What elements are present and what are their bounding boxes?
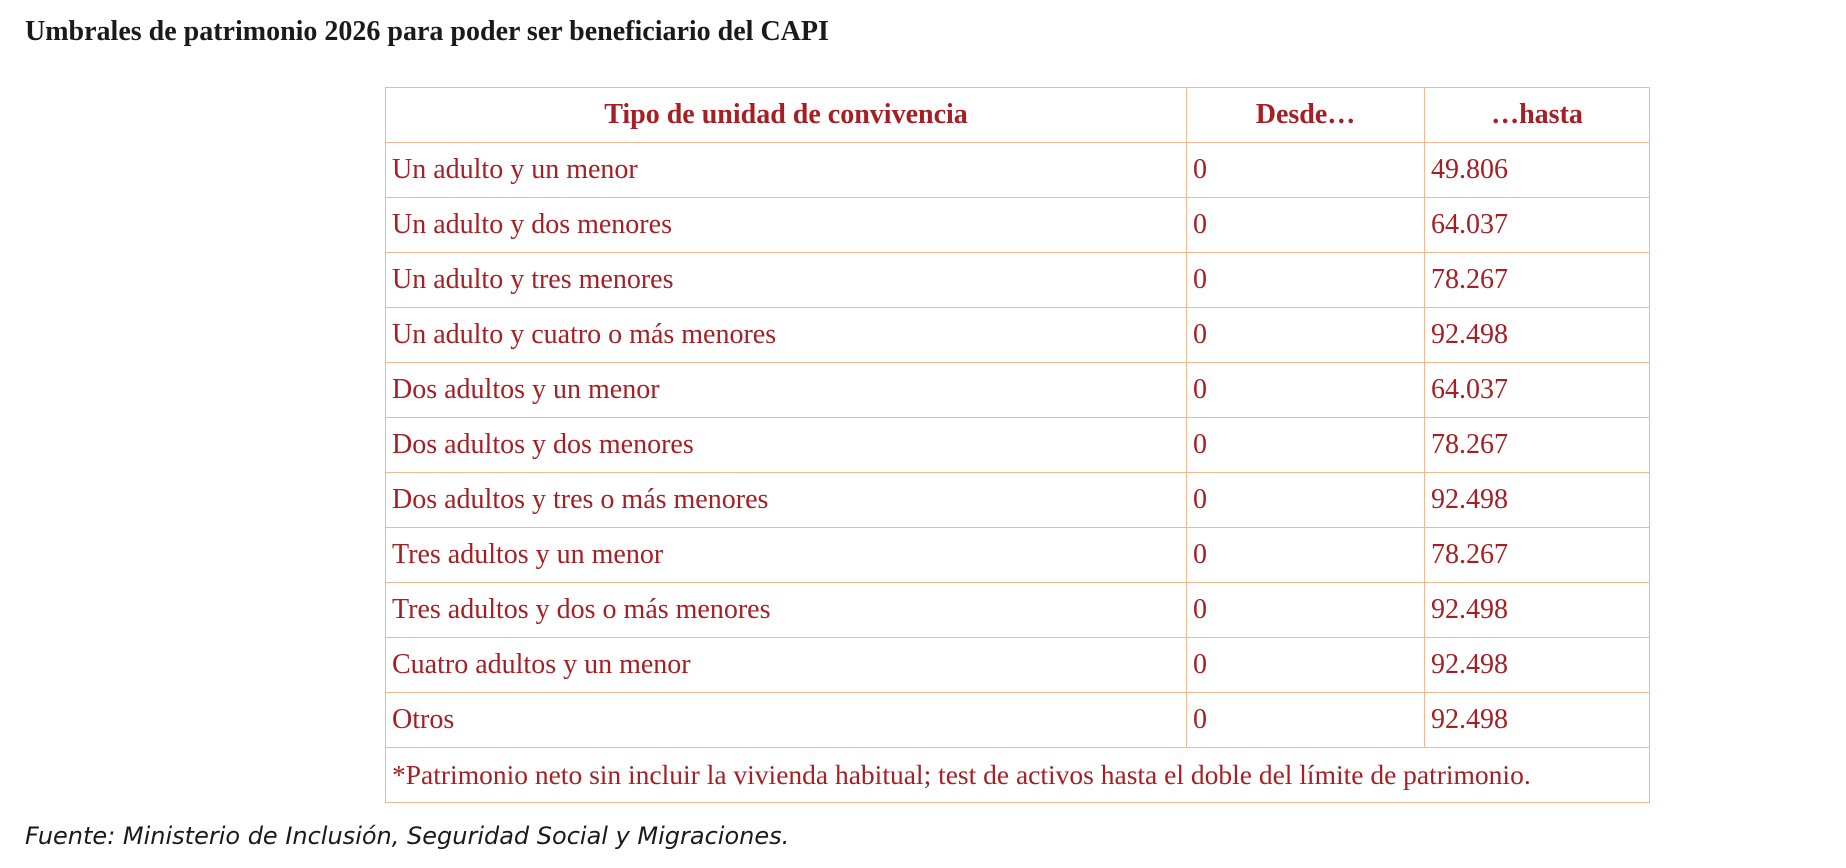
table-row	[386, 528, 1650, 583]
from-cell: 0	[1187, 363, 1425, 418]
from-cell: 0	[1187, 198, 1425, 253]
table-row	[386, 418, 1650, 473]
from-cell: 0	[1187, 693, 1425, 748]
to-cell: 64.037	[1425, 363, 1650, 418]
table-row	[386, 583, 1650, 638]
from-cell: 0	[1187, 308, 1425, 363]
household-type-cell: Un adulto y cuatro o más menores	[386, 308, 1187, 363]
to-cell: 78.267	[1425, 528, 1650, 583]
household-type-cell: Tres adultos y un menor	[386, 528, 1187, 583]
table-row	[386, 363, 1650, 418]
to-cell: 49.806	[1425, 143, 1650, 198]
from-cell: 0	[1187, 253, 1425, 308]
from-cell: 0	[1187, 143, 1425, 198]
to-cell: 92.498	[1425, 308, 1650, 363]
household-type-cell: Un adulto y tres menores	[386, 253, 1187, 308]
from-cell: 0	[1187, 418, 1425, 473]
from-cell: 0	[1187, 473, 1425, 528]
table-row	[386, 308, 1650, 363]
to-cell: 92.498	[1425, 583, 1650, 638]
from-cell: 0	[1187, 583, 1425, 638]
column-header-from: Desde…	[1187, 88, 1425, 143]
household-type-cell: Dos adultos y un menor	[386, 363, 1187, 418]
table-header-row	[386, 88, 1650, 143]
household-type-cell: Dos adultos y tres o más menores	[386, 473, 1187, 528]
table-row	[386, 473, 1650, 528]
to-cell: 92.498	[1425, 473, 1650, 528]
column-header-household-type: Tipo de unidad de convivencia	[386, 88, 1187, 143]
household-type-cell: Un adulto y dos menores	[386, 198, 1187, 253]
table-row	[386, 253, 1650, 308]
table-row	[386, 638, 1650, 693]
page-title: Umbrales de patrimonio 2026 para poder ser beneficiario del CAPI	[25, 16, 829, 47]
thresholds-table-container	[385, 87, 1649, 803]
source-caption: Fuente: Ministerio de Inclusión, Seguridad Social y Migraciones.	[25, 822, 790, 850]
from-cell: 0	[1187, 638, 1425, 693]
column-header-to: …hasta	[1425, 88, 1650, 143]
table-row	[386, 143, 1650, 198]
thresholds-table	[385, 87, 1650, 803]
to-cell: 78.267	[1425, 418, 1650, 473]
to-cell: 92.498	[1425, 638, 1650, 693]
to-cell: 92.498	[1425, 693, 1650, 748]
household-type-cell: Cuatro adultos y un menor	[386, 638, 1187, 693]
table-footnote: *Patrimonio neto sin incluir la vivienda habitual; test de activos hasta el doble del límite de patrimonio.	[386, 748, 1650, 803]
household-type-cell: Dos adultos y dos menores	[386, 418, 1187, 473]
table-row	[386, 693, 1650, 748]
from-cell: 0	[1187, 528, 1425, 583]
to-cell: 78.267	[1425, 253, 1650, 308]
household-type-cell: Tres adultos y dos o más menores	[386, 583, 1187, 638]
table-footnote-row	[386, 748, 1650, 803]
table-row	[386, 198, 1650, 253]
household-type-cell: Otros	[386, 693, 1187, 748]
to-cell: 64.037	[1425, 198, 1650, 253]
household-type-cell: Un adulto y un menor	[386, 143, 1187, 198]
